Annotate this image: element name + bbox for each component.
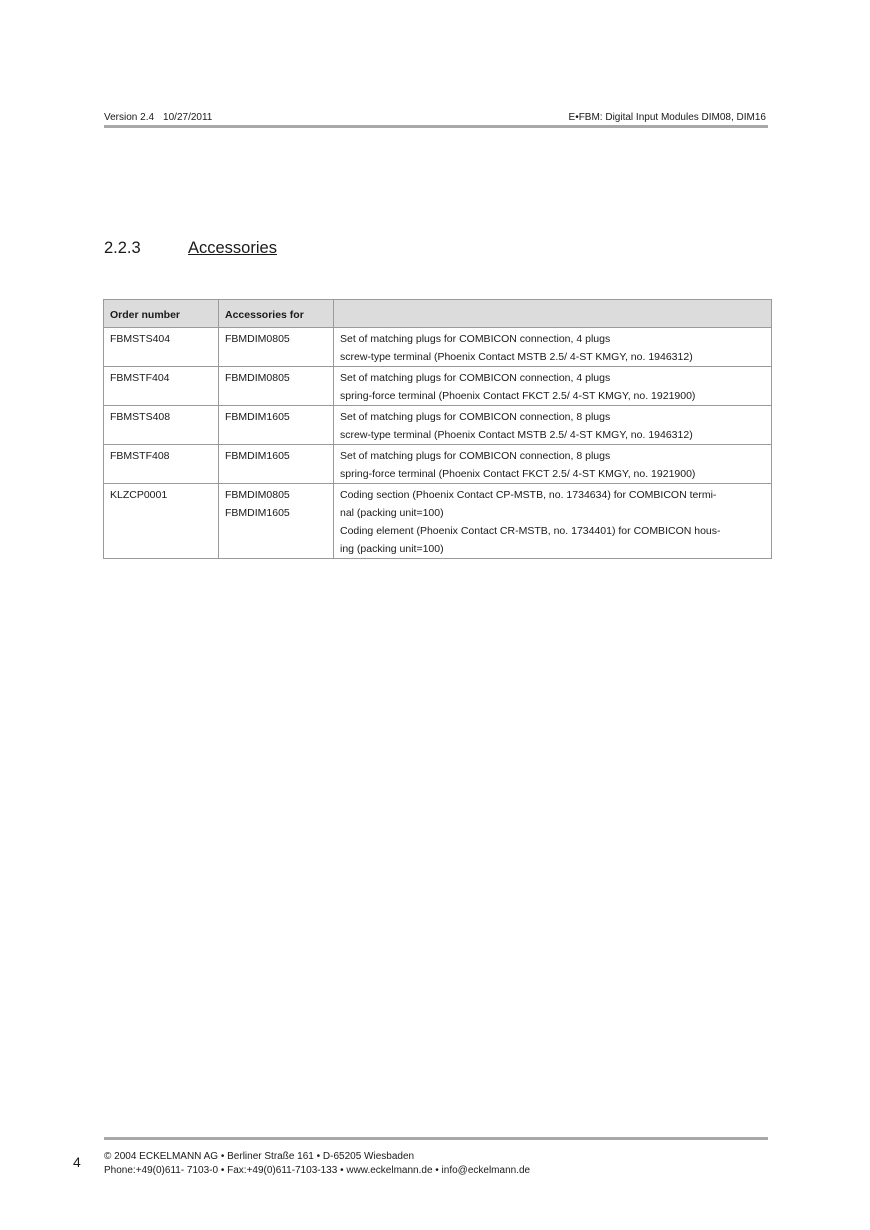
cell-accessories-for	[219, 406, 334, 445]
description-line: ing (packing unit=100)	[340, 543, 444, 555]
footer-contact: Phone:+49(0)611- 7103-0 • Fax:+49(0)611-7103-133 • www.eckelmann.de • info@eckelmann.de	[104, 1165, 531, 1176]
cell-order-number	[104, 328, 219, 367]
section-number: 2.2.3	[104, 239, 141, 257]
cell-order-number	[104, 367, 219, 406]
table-row	[104, 445, 772, 484]
table-row	[104, 484, 772, 559]
description-line: Set of matching plugs for COMBICON connection, 8 plugs	[340, 411, 611, 423]
cell-order-number	[104, 406, 219, 445]
section-title: Accessories	[188, 239, 277, 257]
column-header-accessories-for: Accessories for	[219, 300, 334, 328]
cell-description	[334, 406, 772, 445]
table-header-row	[104, 300, 772, 328]
column-header-description	[334, 300, 772, 328]
cell-accessories-for	[219, 367, 334, 406]
module-name: FBMDIM1605	[225, 411, 290, 423]
cell-accessories-for	[219, 484, 334, 559]
cell-order-number	[104, 445, 219, 484]
description-line: screw-type terminal (Phoenix Contact MSTB 2.5/ 4-ST KMGY, no. 1946312)	[340, 429, 693, 441]
footer-rule	[104, 1137, 768, 1140]
cell-accessories-for	[219, 328, 334, 367]
header-version: Version 2.4	[104, 112, 155, 123]
footer-info	[104, 1150, 530, 1178]
cell-order-number	[104, 484, 219, 559]
header-version-date	[104, 112, 212, 123]
order-number: KLZCP0001	[110, 489, 168, 501]
order-number: FBMSTS404	[110, 333, 171, 345]
cell-description	[334, 367, 772, 406]
cell-description	[334, 484, 772, 559]
module-name: FBMDIM1605	[225, 450, 290, 462]
module-name: FBMDIM0805	[225, 489, 290, 501]
description-line: screw-type terminal (Phoenix Contact MSTB 2.5/ 4-ST KMGY, no. 1946312)	[340, 351, 693, 363]
cell-description	[334, 328, 772, 367]
module-name: FBMDIM1605	[225, 507, 290, 519]
section-heading	[104, 239, 277, 258]
column-header-order-number: Order number	[104, 300, 219, 328]
module-name: FBMDIM0805	[225, 372, 290, 384]
cell-description	[334, 445, 772, 484]
description-line: Coding element (Phoenix Contact CR-MSTB, no. 1734401) for COMBICON hous-	[340, 525, 721, 537]
cell-accessories-for	[219, 445, 334, 484]
order-number: FBMSTF404	[110, 372, 170, 384]
table-row	[104, 367, 772, 406]
module-name: FBMDIM0805	[225, 333, 290, 345]
header-rule	[104, 125, 768, 128]
description-line: Set of matching plugs for COMBICON connection, 8 plugs	[340, 450, 611, 462]
header-doc-title: E•FBM: Digital Input Modules DIM08, DIM16	[568, 112, 766, 123]
description-line: Set of matching plugs for COMBICON connection, 4 plugs	[340, 333, 611, 345]
header-date: 10/27/2011	[163, 112, 213, 123]
description-line: Set of matching plugs for COMBICON connection, 4 plugs	[340, 372, 611, 384]
order-number: FBMSTS408	[110, 411, 171, 423]
table-row	[104, 328, 772, 367]
description-line: spring-force terminal (Phoenix Contact FKCT 2.5/ 4-ST KMGY, no. 1921900)	[340, 390, 696, 402]
accessories-table	[103, 299, 772, 559]
order-number: FBMSTF408	[110, 450, 170, 462]
description-line: spring-force terminal (Phoenix Contact FKCT 2.5/ 4-ST KMGY, no. 1921900)	[340, 468, 696, 480]
table-row	[104, 406, 772, 445]
description-line: Coding section (Phoenix Contact CP-MSTB, no. 1734634) for COMBICON termi-	[340, 489, 717, 501]
page-number: 4	[73, 1154, 81, 1170]
description-line: nal (packing unit=100)	[340, 507, 444, 519]
footer-address: © 2004 ECKELMANN AG • Berliner Straße 161 • D-65205 Wiesbaden	[104, 1151, 415, 1162]
